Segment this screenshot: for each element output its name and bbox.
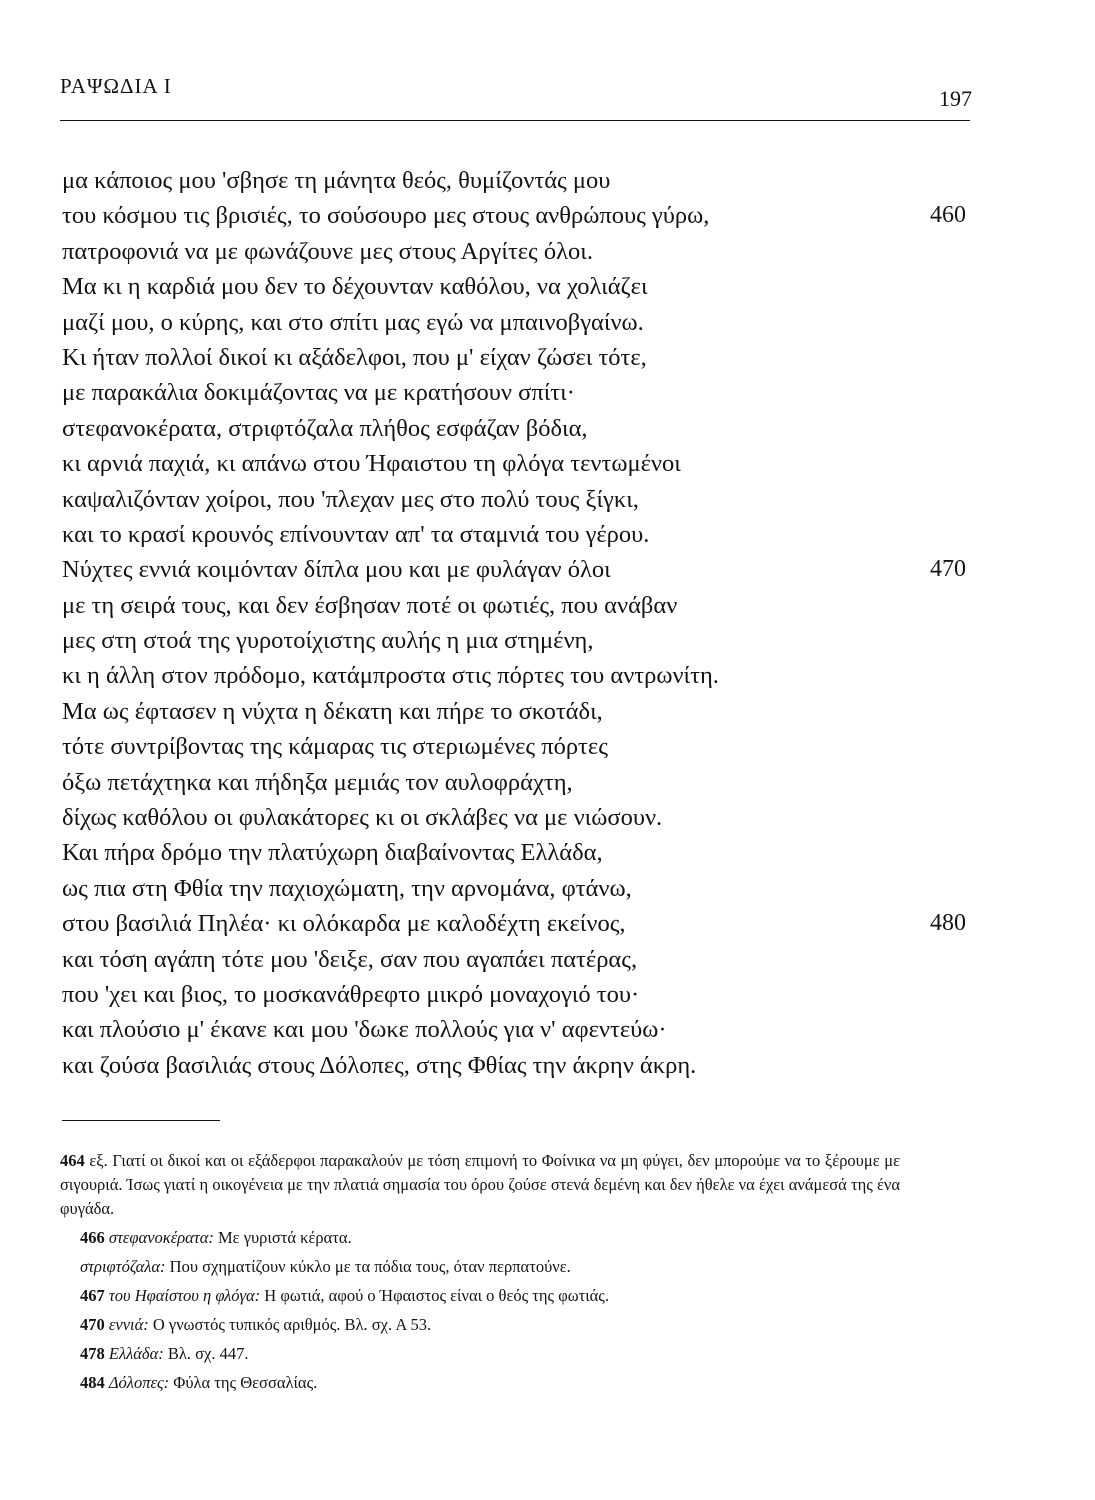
verse-line <box>62 977 982 1012</box>
verse-text: και πλούσιο μ' έκανε και μου 'δωκε πολλούς για ν' αφεντεύω· <box>62 1016 667 1044</box>
footnote-verse-ref: 470 <box>80 1315 105 1334</box>
verse-line <box>62 375 982 410</box>
verse-text: Κι ήταν πολλοί δικοί κι αξάδελφοι, που μ' είχαν ζώσει τότε, <box>62 343 647 371</box>
footnote-term: Δόλοπες: <box>108 1373 170 1392</box>
footnote-verse-ref: 484 <box>80 1373 105 1392</box>
verse-block <box>62 163 982 1083</box>
footnote <box>80 1284 900 1308</box>
verse-number: 480 <box>930 910 966 937</box>
verse-number: 460 <box>930 202 966 229</box>
verse-text: με παρακάλια δοκιμάζοντας να με κρατήσουν σπίτι· <box>62 379 575 407</box>
verse-line <box>62 1048 982 1083</box>
verse-text: κι η άλλη στον πρόδομο, κατάμπροστα στις πόρτες του αντρωνίτη. <box>62 662 719 690</box>
verse-line <box>62 623 982 658</box>
running-header-title: ΡΑΨΩΔΙΑ Ι <box>60 74 172 98</box>
footnote <box>80 1313 900 1337</box>
footnote-text: Με γυριστά κέρατα. <box>217 1228 352 1247</box>
footnote <box>80 1255 900 1279</box>
verse-text: Και πήρα δρόμο την πλατύχωρη διαβαίνοντας Ελλάδα, <box>62 839 603 867</box>
verse-line <box>62 517 982 552</box>
footnote-verse-ref: 478 <box>80 1344 105 1363</box>
footnote-term: του Ηφαίστου η φλόγα: <box>108 1286 261 1305</box>
verse-line <box>62 198 982 233</box>
verse-text: στεφανοκέρατα, στριφτόζαλα πλήθος εσφάζαν βόδια, <box>62 414 588 442</box>
verse-line <box>62 765 982 800</box>
verse-line <box>62 835 982 870</box>
verse-line <box>62 729 982 764</box>
verse-line <box>62 269 982 304</box>
footnotes-block <box>60 1149 901 1400</box>
verse-text: του κόσμου τις βρισιές, το σούσουρο μες στους ανθρώπους γύρω, <box>62 202 710 230</box>
verse-text: δίχως καθόλου οι φυλακάτορες κι οι σκλάβες να με νιώσουν. <box>62 804 663 832</box>
footnote-text: Ο γνωστός τυπικός αριθμός. Βλ. σχ. Α 53. <box>152 1315 432 1334</box>
verse-number: 470 <box>930 556 966 583</box>
verse-line <box>62 305 982 340</box>
footnote-text: Βλ. σχ. 447. <box>167 1344 249 1363</box>
footnote-text: Που σχηματίζουν κύκλο με τα πόδια τους, όταν περπατούνε. <box>169 1257 571 1276</box>
verse-line <box>62 340 982 375</box>
verse-text: κι αρνιά παχιά, κι απάνω στου Ήφαιστου τη φλόγα τεντωμένοι <box>62 450 681 478</box>
verse-text: και ζούσα βασιλιάς στους Δόλοπες, στης Φθίας την άκρην άκρη. <box>62 1051 697 1079</box>
footnote <box>60 1149 900 1221</box>
footnote-verse-ref: 467 <box>80 1286 105 1305</box>
footnote-text: Γιατί οι δικοί και οι εξάδερφοι παρακαλούν με τόση επιμονή το Φοίνικα να μη φύγει, δεν μπορούμε να το ξέρουμε με σιγουριά. Ίσως γιατί η οικογένεια με την πλατιά σημασία του όρου ζούσε στενά δεμένη και δεν ήθελε να έχει ανάμεσά της ένα φυγάδα. <box>60 1151 901 1218</box>
verse-text: Μα ως έφτασεν η νύχτα η δέκατη και πήρε το σκοτάδι, <box>62 697 603 725</box>
verse-line <box>62 446 982 481</box>
header-rule <box>60 120 970 121</box>
footnote-text: Φύλα της Θεσσαλίας. <box>173 1373 318 1392</box>
verse-text: και τόση αγάπη τότε μου 'δειξε, σαν που αγαπάει πατέρας, <box>62 945 638 973</box>
footnote-text: Η φωτιά, αφού ο Ήφαιστος είναι ο θεός της φωτιάς. <box>264 1286 609 1305</box>
footnote-verse-ref: 464 <box>60 1151 85 1170</box>
verse-text: στου βασιλιά Πηλέα· κι ολόκαρδα με καλοδέχτη εκείνος, <box>62 910 626 938</box>
footnote-term: εξ. <box>89 1151 108 1170</box>
verse-line <box>62 411 982 446</box>
footnote-term: εννιά: <box>108 1315 149 1334</box>
verse-text: μα κάποιος μου 'σβησε τη μάνητα θεός, θυμίζοντάς μου <box>62 167 611 194</box>
verse-text: και το κρασί κρουνός επίνουνταν απ' τα σταμνιά του γέρου. <box>62 520 650 548</box>
verse-line <box>62 800 982 835</box>
verse-line <box>62 942 982 977</box>
verse-line <box>62 588 982 623</box>
verse-line <box>62 552 982 587</box>
verse-line <box>62 694 982 729</box>
footnote <box>80 1342 900 1366</box>
verse-text: καψαλιζόνταν χοίροι, που 'πλεχαν μες στο πολύ τους ξίγκι, <box>62 485 639 513</box>
verse-text: ως πια στη Φθία την παχιοχώματη, την αρνομάνα, φτάνω, <box>62 874 632 902</box>
footnote-term: στεφανοκέρατα: <box>108 1228 214 1247</box>
footnote-term: στριφτόζαλα: <box>80 1257 166 1276</box>
verse-line <box>62 234 982 269</box>
verse-text: πατροφονιά να με φωνάζουνε μες στους Αργίτες όλοι. <box>62 237 593 265</box>
verse-text: μαζί μου, ο κύρης, και στο σπίτι μας εγώ να μπαινοβγαίνω. <box>62 308 644 336</box>
verse-line <box>62 163 982 198</box>
verse-text: με τη σειρά τους, και δεν έσβησαν ποτέ οι φωτιές, που ανάβαν <box>62 591 678 619</box>
verse-text: που 'χει και βιος, το μοσκανάθρεφτο μικρό μοναχογιό του· <box>62 980 640 1008</box>
verse-line <box>62 658 982 693</box>
page-number: 197 <box>939 86 972 111</box>
verse-text: Μα κι η καρδιά μου δεν το δέχουνταν καθόλου, να χολιάζει <box>62 273 648 301</box>
footnote <box>80 1371 900 1395</box>
verse-text: Νύχτες εννιά κοιμόνταν δίπλα μου και με φυλάγαν όλοι <box>62 556 611 584</box>
footnote-term: Ελλάδα: <box>108 1344 164 1363</box>
footnote-verse-ref: 466 <box>80 1228 105 1247</box>
verse-line <box>62 906 982 941</box>
verse-line <box>62 871 982 906</box>
verse-text: μες στη στοά της γυροτοίχιστης αυλής η μια στημένη, <box>62 627 594 655</box>
verse-text: τότε συντρίβοντας της κάμαρας τις στεριωμένες πόρτες <box>62 733 608 761</box>
footnote <box>80 1226 900 1250</box>
verse-text: όξω πετάχτηκα και πήδηξα μεμιάς τον αυλοφράχτη, <box>62 768 573 796</box>
verse-line <box>62 1012 982 1047</box>
verse-line <box>62 482 982 517</box>
footnote-rule <box>62 1120 220 1121</box>
